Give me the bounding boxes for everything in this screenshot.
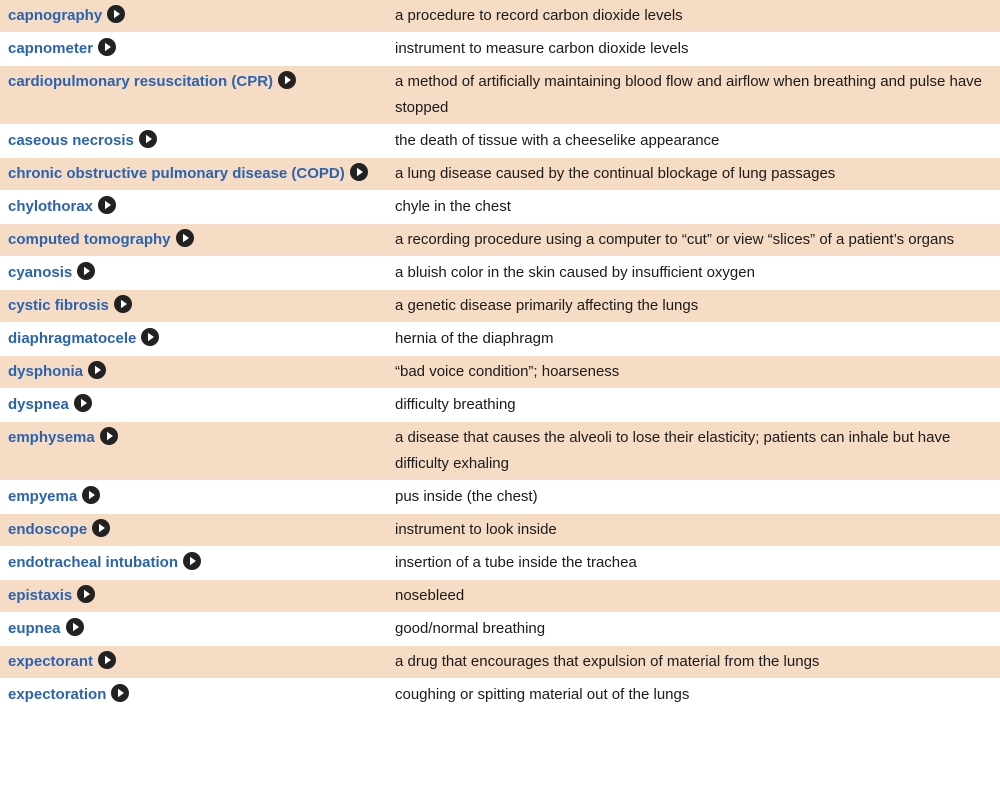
definition-cell [386, 389, 1000, 422]
definition-text: difficulty breathing [395, 396, 516, 413]
term-label: endoscope [8, 521, 88, 538]
play-audio-icon[interactable] [74, 394, 92, 412]
definition-text: instrument to look inside [395, 521, 557, 538]
term-label: expectoration [8, 686, 107, 703]
term-cell [0, 422, 386, 481]
term-label: eupnea [8, 620, 61, 637]
definition-text: hernia of the diaphragm [395, 330, 554, 347]
term-label: diaphragmatocele [8, 330, 137, 347]
term-cell [0, 679, 386, 712]
term-cell [0, 257, 386, 290]
play-audio-icon[interactable] [107, 5, 125, 23]
glossary-row [0, 679, 1000, 712]
definition-cell [386, 646, 1000, 679]
glossary-row [0, 191, 1000, 224]
term-label: dyspnea [8, 396, 69, 413]
term-cell [0, 191, 386, 224]
definition-cell [386, 290, 1000, 323]
term-cell [0, 323, 386, 356]
term-label: cardiopulmonary resuscitation (CPR) [8, 73, 274, 90]
play-audio-icon[interactable] [82, 486, 100, 504]
glossary-row [0, 0, 1000, 33]
term-cell [0, 356, 386, 389]
glossary-row [0, 125, 1000, 158]
definition-cell [386, 514, 1000, 547]
glossary-row [0, 158, 1000, 191]
definition-cell [386, 422, 1000, 481]
play-audio-icon[interactable] [77, 585, 95, 603]
definition-text: insertion of a tube inside the trachea [395, 554, 637, 571]
term-label: capnometer [8, 40, 94, 57]
definition-text: a procedure to record carbon dioxide levels [395, 7, 683, 24]
term-label: caseous necrosis [8, 132, 134, 149]
definition-cell [386, 323, 1000, 356]
play-audio-icon[interactable] [98, 196, 116, 214]
glossary-row [0, 356, 1000, 389]
definition-cell [386, 257, 1000, 290]
definition-text: pus inside (the chest) [395, 488, 538, 505]
term-label: epistaxis [8, 587, 73, 604]
term-label: cyanosis [8, 264, 73, 281]
term-label: chylothorax [8, 198, 94, 215]
definition-cell [386, 481, 1000, 514]
definition-cell [386, 613, 1000, 646]
definition-cell [386, 580, 1000, 613]
glossary-row [0, 514, 1000, 547]
glossary-row [0, 33, 1000, 66]
play-audio-icon[interactable] [139, 130, 157, 148]
definition-text: instrument to measure carbon dioxide levels [395, 40, 689, 57]
definition-text: a method of artificially maintaining blood flow and airflow when breathing and pulse have stopped [395, 73, 983, 116]
play-audio-icon[interactable] [77, 262, 95, 280]
definition-cell [386, 356, 1000, 389]
definition-cell [386, 224, 1000, 257]
play-audio-icon[interactable] [176, 229, 194, 247]
term-label: emphysema [8, 429, 95, 446]
glossary-row [0, 613, 1000, 646]
definition-cell [386, 191, 1000, 224]
definition-text: a disease that causes the alveoli to lose their elasticity; patients can inhale but have difficulty exhaling [395, 429, 951, 472]
term-cell [0, 547, 386, 580]
definition-cell [386, 679, 1000, 712]
term-cell [0, 613, 386, 646]
term-label: endotracheal intubation [8, 554, 179, 571]
play-audio-icon[interactable] [183, 552, 201, 570]
play-audio-icon[interactable] [88, 361, 106, 379]
play-audio-icon[interactable] [350, 163, 368, 181]
term-cell [0, 580, 386, 613]
glossary-row [0, 257, 1000, 290]
term-cell [0, 0, 386, 33]
play-audio-icon[interactable] [98, 38, 116, 56]
play-audio-icon[interactable] [114, 295, 132, 313]
definition-text: coughing or spitting material out of the lungs [395, 686, 690, 703]
term-cell [0, 646, 386, 679]
definition-text: a lung disease caused by the continual blockage of lung passages [395, 165, 836, 182]
definition-text: a bluish color in the skin caused by insufficient oxygen [395, 264, 755, 281]
play-audio-icon[interactable] [98, 651, 116, 669]
term-label: computed tomography [8, 231, 171, 248]
definition-text: “bad voice condition”; hoarseness [395, 363, 620, 380]
glossary-row [0, 290, 1000, 323]
definition-text: a drug that encourages that expulsion of material from the lungs [395, 653, 820, 670]
term-cell [0, 389, 386, 422]
definition-text: nosebleed [395, 587, 465, 604]
glossary-row [0, 66, 1000, 125]
term-cell [0, 158, 386, 191]
term-label: dysphonia [8, 363, 84, 380]
play-audio-icon[interactable] [66, 618, 84, 636]
term-cell [0, 290, 386, 323]
term-label: expectorant [8, 653, 94, 670]
term-label: empyema [8, 488, 78, 505]
definition-text: chyle in the chest [395, 198, 511, 215]
glossary-row [0, 481, 1000, 514]
play-audio-icon[interactable] [278, 71, 296, 89]
definition-text: the death of tissue with a cheeselike appearance [395, 132, 720, 149]
glossary-row [0, 580, 1000, 613]
definition-text: a genetic disease primarily affecting the lungs [395, 297, 699, 314]
term-cell [0, 224, 386, 257]
glossary-row [0, 646, 1000, 679]
play-audio-icon[interactable] [92, 519, 110, 537]
definition-cell [386, 547, 1000, 580]
term-cell [0, 125, 386, 158]
glossary-row [0, 323, 1000, 356]
term-cell [0, 66, 386, 125]
glossary-row [0, 547, 1000, 580]
definition-cell [386, 125, 1000, 158]
play-audio-icon[interactable] [141, 328, 159, 346]
term-cell [0, 33, 386, 66]
definition-cell [386, 0, 1000, 33]
glossary-row [0, 422, 1000, 481]
definition-cell [386, 33, 1000, 66]
term-label: capnography [8, 7, 103, 24]
glossary-row [0, 389, 1000, 422]
definition-text: a recording procedure using a computer to “cut” or view “slices” of a patient’s organs [395, 231, 955, 248]
glossary-row [0, 224, 1000, 257]
definition-cell [386, 66, 1000, 125]
term-label: chronic obstructive pulmonary disease (COPD) [8, 165, 345, 182]
term-cell [0, 481, 386, 514]
play-audio-icon[interactable] [100, 427, 118, 445]
play-audio-icon[interactable] [111, 684, 129, 702]
term-label: cystic fibrosis [8, 297, 109, 314]
definition-text: good/normal breathing [395, 620, 546, 637]
term-cell [0, 514, 386, 547]
definition-cell [386, 158, 1000, 191]
